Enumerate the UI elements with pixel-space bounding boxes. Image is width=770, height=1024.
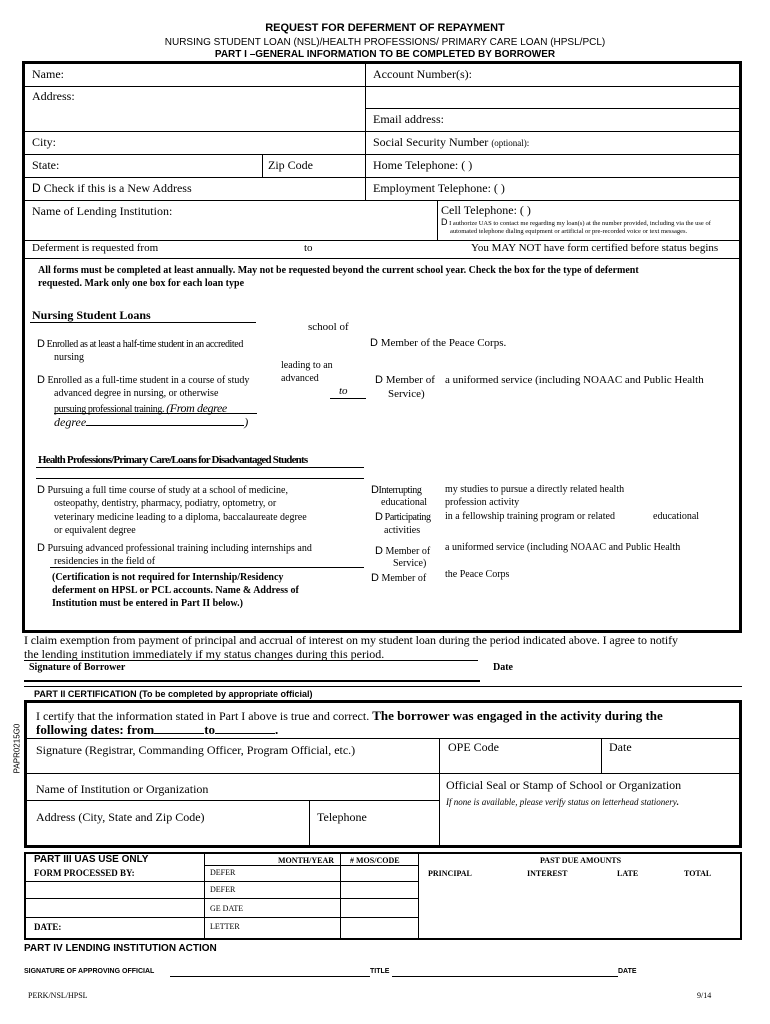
state-label: State: bbox=[32, 158, 60, 172]
authorize-contact-text: automated telephone dialing equipment or artificial or pre-recorded voice or text messages. bbox=[450, 228, 688, 235]
health-uniformed-text: Service) bbox=[393, 558, 427, 569]
cell-telephone-field[interactable] bbox=[580, 201, 735, 216]
divider bbox=[25, 154, 739, 155]
checkbox-icon[interactable]: D bbox=[370, 337, 378, 349]
underline bbox=[330, 398, 366, 399]
official-date-label: Date bbox=[609, 740, 632, 754]
deferment-from-field[interactable] bbox=[170, 242, 295, 256]
official-signature-label: Signature (Registrar, Commanding Officer, Program Official, etc.) bbox=[36, 743, 356, 757]
official-telephone-label: Telephone bbox=[317, 810, 367, 824]
form-subtitle: NURSING STUDENT LOAN (NSL)/HEALTH PROFESSIONS/ PRIMARY CARE LOAN (HPSL/PCL) bbox=[164, 37, 606, 48]
nursing-uniformed-text: Service) bbox=[388, 388, 425, 400]
health-interrupting-checkbox[interactable]: DInterrupting bbox=[371, 484, 422, 496]
divider bbox=[262, 154, 263, 177]
checkbox-icon[interactable]: D bbox=[37, 338, 45, 350]
home-telephone-field[interactable] bbox=[510, 156, 735, 176]
approving-title-label: TITLE bbox=[370, 968, 390, 975]
ssn-field[interactable] bbox=[545, 133, 735, 153]
divider bbox=[27, 738, 739, 739]
divider bbox=[309, 800, 310, 845]
form-title: REQUEST FOR DEFERMENT OF REPAYMENT bbox=[265, 22, 505, 34]
borrower-signature-label: Signature of Borrower bbox=[29, 662, 126, 673]
checkbox-icon[interactable]: D bbox=[37, 484, 45, 496]
nursing-heading: Nursing Student Loans bbox=[32, 308, 151, 322]
home-telephone-label: Home Telephone: ( ) bbox=[373, 158, 473, 172]
health-participating-text: activities bbox=[384, 525, 421, 536]
authorize-contact-checkbox[interactable]: D I authorize UAS to contact me regarding my loan(s) at the number provided, including via the use of bbox=[441, 217, 711, 227]
health-heading: Health Professions/Primary Care/Loans for Disadvantaged Students bbox=[38, 454, 308, 466]
health-interrupting-text: educational bbox=[381, 497, 428, 508]
principal-header: PRINCIPAL bbox=[428, 869, 472, 878]
divider bbox=[204, 854, 205, 938]
divider bbox=[365, 63, 366, 200]
divider bbox=[204, 865, 418, 866]
checkbox-icon[interactable]: D bbox=[37, 542, 45, 554]
divider bbox=[36, 478, 364, 479]
underline bbox=[50, 567, 364, 568]
approving-signature-label: SIGNATURE OF APPROVING OFFICIAL bbox=[24, 968, 155, 975]
divider bbox=[25, 86, 739, 87]
deferment-to-label: to bbox=[304, 242, 313, 254]
email-field[interactable] bbox=[460, 110, 735, 130]
borrower-date-field[interactable] bbox=[525, 660, 735, 678]
checkbox-icon[interactable]: D bbox=[375, 545, 383, 557]
side-code: PAPR0215G0 bbox=[12, 723, 22, 774]
part3-row-label: GE DATE bbox=[210, 904, 244, 913]
past-due-header: PAST DUE AMOUNTS bbox=[540, 856, 622, 865]
checkbox-icon[interactable]: D bbox=[371, 484, 379, 496]
health-interrupting-text: profession activity bbox=[445, 497, 520, 508]
nursing-fulltime-text: advanced degree in nursing, or otherwise bbox=[54, 388, 219, 399]
claim-text: the lending institution immediately if my status changes during this period. bbox=[24, 647, 385, 661]
part2-heading: PART II CERTIFICATION (To be completed by appropriate official) bbox=[34, 689, 313, 699]
health-uniformed-checkbox[interactable]: D Member of bbox=[375, 545, 431, 557]
email-label: Email address: bbox=[373, 112, 444, 126]
approving-signature-field[interactable] bbox=[170, 962, 368, 975]
zip-label: Zip Code bbox=[268, 158, 313, 172]
claim-text: I claim exemption from payment of principal and accrual of interest on my student loan during the period indicated above. I agree to notify bbox=[24, 633, 678, 647]
divider bbox=[418, 854, 419, 938]
health-participating-text: educational bbox=[653, 511, 700, 522]
deferment-to-field[interactable] bbox=[320, 242, 450, 256]
health-uniformed-text: a uniformed service (including NOAAC and Public Health bbox=[445, 542, 681, 553]
to-text: to bbox=[339, 385, 348, 397]
underline bbox=[36, 467, 364, 468]
month-year-header: MONTH/YEAR bbox=[278, 856, 334, 865]
employment-telephone-field[interactable] bbox=[545, 179, 735, 199]
certification-note: deferment on HPSL or PCL accounts. Name & Address of bbox=[52, 585, 299, 596]
checkbox-icon[interactable]: D bbox=[375, 374, 383, 386]
name-field[interactable] bbox=[100, 64, 360, 84]
mos-code-header: # MOS/CODE bbox=[350, 856, 400, 865]
checkbox-icon[interactable]: D bbox=[37, 374, 45, 386]
health-peace-corps-checkbox[interactable]: D Member of bbox=[371, 572, 427, 584]
nursing-uniformed-checkbox[interactable]: D Member of bbox=[375, 374, 435, 386]
seal-note: If none is available, please verify status on letterhead stationery. bbox=[446, 797, 680, 807]
state-field[interactable] bbox=[75, 156, 260, 176]
official-date-field[interactable] bbox=[606, 755, 736, 771]
certify-text: I certify that the information stated in Part I above is true and correct. The borrower was engaged in the activity during the bbox=[36, 708, 663, 723]
health-fulltime-text: osteopathy, dentistry, pharmacy, podiatry, optometry, or bbox=[54, 498, 277, 509]
health-peace-corps-text: the Peace Corps bbox=[445, 569, 510, 580]
divider bbox=[340, 854, 341, 938]
divider bbox=[25, 177, 739, 178]
certification-note: Institution must be entered in Part II below.) bbox=[52, 598, 243, 609]
divider bbox=[27, 800, 439, 801]
divider bbox=[27, 773, 739, 774]
nursing-fulltime-checkbox[interactable]: D Enrolled as a full-time student in a course of study bbox=[37, 374, 250, 386]
ope-code-field[interactable] bbox=[445, 755, 595, 771]
checkbox-icon[interactable]: D bbox=[32, 181, 41, 195]
form-version: 9/14 bbox=[697, 991, 712, 1000]
underline bbox=[54, 413, 257, 414]
divider bbox=[25, 258, 739, 259]
school-of-text: school of bbox=[308, 321, 349, 333]
approving-date-field[interactable] bbox=[640, 962, 735, 975]
cell-telephone-label: Cell Telephone: ( ) bbox=[441, 203, 531, 217]
form-id: PERK/NSL/HPSL bbox=[28, 991, 88, 1000]
part3-row-label: LETTER bbox=[210, 922, 240, 931]
health-advanced-text: residencies in the field of bbox=[54, 556, 156, 567]
part4-heading: PART IV LENDING INSTITUTION ACTION bbox=[24, 943, 217, 954]
divider bbox=[25, 131, 739, 132]
nursing-halftime-text: nursing bbox=[54, 352, 84, 363]
instructions-line2: requested. Mark only one box for each loan type bbox=[38, 278, 245, 289]
part1-title: PART I –GENERAL INFORMATION TO BE COMPLETED BY BORROWER bbox=[214, 49, 556, 60]
ope-code-label: OPE Code bbox=[448, 740, 499, 754]
nursing-halftime-checkbox[interactable]: D Enrolled as at least a half-time student in an accredited bbox=[37, 338, 243, 350]
divider bbox=[25, 240, 739, 241]
certify-warning: You MAY NOT have form certified before status begins bbox=[471, 242, 719, 254]
underline bbox=[392, 976, 618, 977]
seal-label: Official Seal or Stamp of School or Organization bbox=[446, 778, 682, 792]
health-participating-checkbox[interactable]: D Participating bbox=[375, 511, 431, 523]
part3-row-label: DEFER bbox=[210, 885, 236, 894]
degree-label: degree ) bbox=[54, 415, 249, 429]
divider bbox=[439, 738, 440, 845]
official-telephone-field[interactable] bbox=[314, 825, 434, 843]
official-signature-field[interactable] bbox=[30, 758, 435, 772]
part3-heading: PART III UAS USE ONLY bbox=[34, 854, 149, 865]
approving-date-label: DATE bbox=[618, 968, 637, 975]
seal-area[interactable] bbox=[445, 810, 737, 844]
checkbox-icon[interactable]: D bbox=[371, 572, 379, 584]
approving-title-field[interactable] bbox=[392, 962, 616, 975]
divider bbox=[601, 738, 602, 773]
underline bbox=[30, 322, 256, 323]
borrower-signature-field[interactable] bbox=[140, 661, 475, 679]
advanced-text: advanced bbox=[281, 373, 319, 384]
interest-header: INTEREST bbox=[527, 869, 568, 878]
health-advanced-checkbox[interactable]: D Pursuing advanced professional training including internships and bbox=[37, 542, 312, 554]
zip-field[interactable] bbox=[320, 156, 362, 176]
certification-note: (Certification is not required for Internship/Residency bbox=[52, 572, 284, 583]
divider bbox=[24, 680, 480, 682]
nursing-uniformed-text: a uniformed service (including NOAAC and Public Health bbox=[445, 374, 704, 386]
name-label: Name: bbox=[32, 67, 64, 81]
health-fulltime-text: or equivalent degree bbox=[54, 525, 136, 536]
official-address-label: Address (City, State and Zip Code) bbox=[36, 810, 205, 824]
lending-institution-label: Name of Lending Institution: bbox=[32, 204, 173, 218]
deferment-from-label: Deferment is requested from bbox=[32, 242, 159, 254]
divider bbox=[26, 917, 418, 918]
ssn-label: Social Security Number (optional): bbox=[373, 135, 530, 149]
lending-institution-field[interactable] bbox=[185, 202, 433, 238]
borrower-date-label: Date bbox=[493, 662, 513, 673]
official-address-field[interactable] bbox=[30, 825, 305, 843]
new-address-checkbox[interactable]: D Check if this is a New Address bbox=[32, 181, 192, 195]
account-number-label: Account Number(s): bbox=[373, 67, 472, 81]
instructions-line1: All forms must be completed at least annually. May not be requested beyond the current school year. Check the box for the type of deferment bbox=[38, 265, 639, 276]
address-label: Address: bbox=[32, 89, 75, 103]
divider bbox=[365, 108, 739, 109]
account-number-field[interactable] bbox=[480, 64, 735, 84]
divider bbox=[26, 881, 418, 882]
following-dates-label: following dates: from to . bbox=[36, 722, 279, 737]
processed-by-label: FORM PROCESSED BY: bbox=[34, 868, 135, 878]
institution-name-label: Name of Institution or Organization bbox=[36, 782, 209, 796]
nursing-peace-corps-checkbox[interactable]: D Member of the Peace Corps. bbox=[370, 337, 507, 349]
health-participating-text: in a fellowship training program or related bbox=[445, 511, 615, 522]
divider bbox=[437, 200, 438, 240]
dates-from-field[interactable] bbox=[158, 722, 208, 736]
divider bbox=[24, 686, 742, 687]
city-field[interactable] bbox=[70, 133, 360, 153]
late-header: LATE bbox=[617, 869, 639, 878]
nursing-fulltime-text: pursuing professional training. (From degree bbox=[54, 401, 227, 415]
part3-row-label: DEFER bbox=[210, 868, 236, 877]
city-label: City: bbox=[32, 135, 57, 149]
underline bbox=[170, 976, 370, 977]
processed-date-label: DATE: bbox=[34, 922, 62, 932]
checkbox-icon[interactable]: D bbox=[441, 217, 448, 227]
address-field[interactable] bbox=[100, 88, 360, 128]
employment-telephone-label: Employment Telephone: ( ) bbox=[373, 181, 505, 195]
health-fulltime-text: veterinary medicine leading to a diploma, baccalaureate degree bbox=[54, 512, 307, 523]
total-header: TOTAL bbox=[684, 869, 712, 878]
health-interrupting-text: my studies to pursue a directly related health bbox=[445, 484, 625, 495]
leading-to-text: leading to an bbox=[281, 360, 333, 371]
dates-to-field[interactable] bbox=[222, 722, 282, 736]
institution-name-field[interactable] bbox=[240, 778, 435, 798]
checkbox-icon[interactable]: D bbox=[375, 511, 383, 523]
divider bbox=[26, 898, 418, 899]
health-fulltime-checkbox[interactable]: D Pursuing a full time course of study at a school of medicine, bbox=[37, 484, 288, 496]
